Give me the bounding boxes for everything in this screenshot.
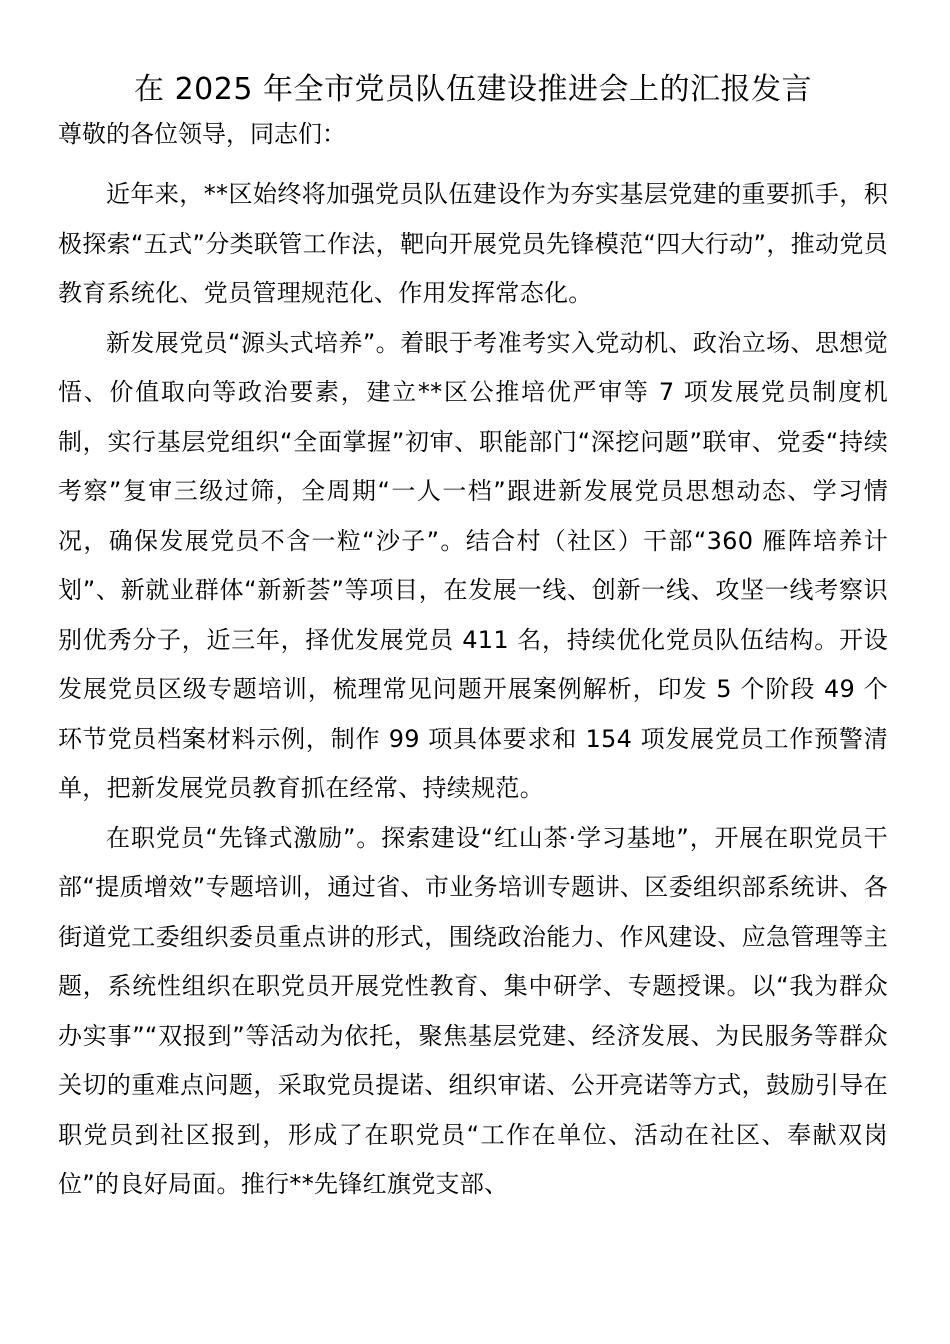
paragraph-serving-members: 在职党员“先锋式激励”。探索建设“红山茶·学习基地”，开展在职党员干部“提质增效”专题培训，通过省、市业务培训专题讲、区委组织部系统讲、各街道党工委组织委员重点讲的形式，围绕政治能力、作风建设、应急管理等主题，系统性组织在职党员开展党性教育、集中研学、专题授课。以“我为群众办实事”“双报到”等活动为依托，聚焦基层党建、经济发展、为民服务等群众关切的重难点问题，采取党员提诺、组织审诺、公开亮诺等方式，鼓励引导在职党员到社区报到，形成了在职党员“工作在单位、活动在社区、奉献双岗位”的良好局面。推行**先锋红旗党支部、 xyxy=(58,823,888,1198)
paragraph-new-members: 新发展党员“源头式培养”。着眼于考准考实入党动机、政治立场、思想觉悟、价值取向等政治要素，建立**区公推培优严审等 7 项发展党员制度机制，实行基层党组织“全面掌握”初审、职能部门“深挖问题”联审、党委“持续考察”复审三级过筛，全周期“一人一档”跟进新发展党员思想动态、学习情况，确保发展党员不含一粒“沙子”。结合村（社区）干部“360 雁阵培养计划”、新就业群体“新新荟”等项目，在发展一线、创新一线、攻坚一线考察识别优秀分子，近三年，择优发展党员 411 名，持续优化党员队伍结构。开设发展党员区级专题培训，梳理常见问题开展案例解析，印发 5 个阶段 49 个环节党员档案材料示例，制作 99 项具体要求和 154 项发展党员工作预警清单，把新发展党员教育抓在经常、持续规范。 xyxy=(58,328,888,802)
document-title: 在 2025 年全市党员队伍建设推进会上的汇报发言 xyxy=(134,72,812,107)
salutation: 尊敬的各位领导，同志们： xyxy=(58,120,346,148)
paragraph-intro: 近年来，**区始终将加强党员队伍建设作为夯实基层党建的重要抓手，积极探索“五式”分类联管工作法，靶向开展党员先锋模范“四大行动”，推动党员教育系统化、党员管理规范化、作用发挥常态化。 xyxy=(58,180,888,307)
